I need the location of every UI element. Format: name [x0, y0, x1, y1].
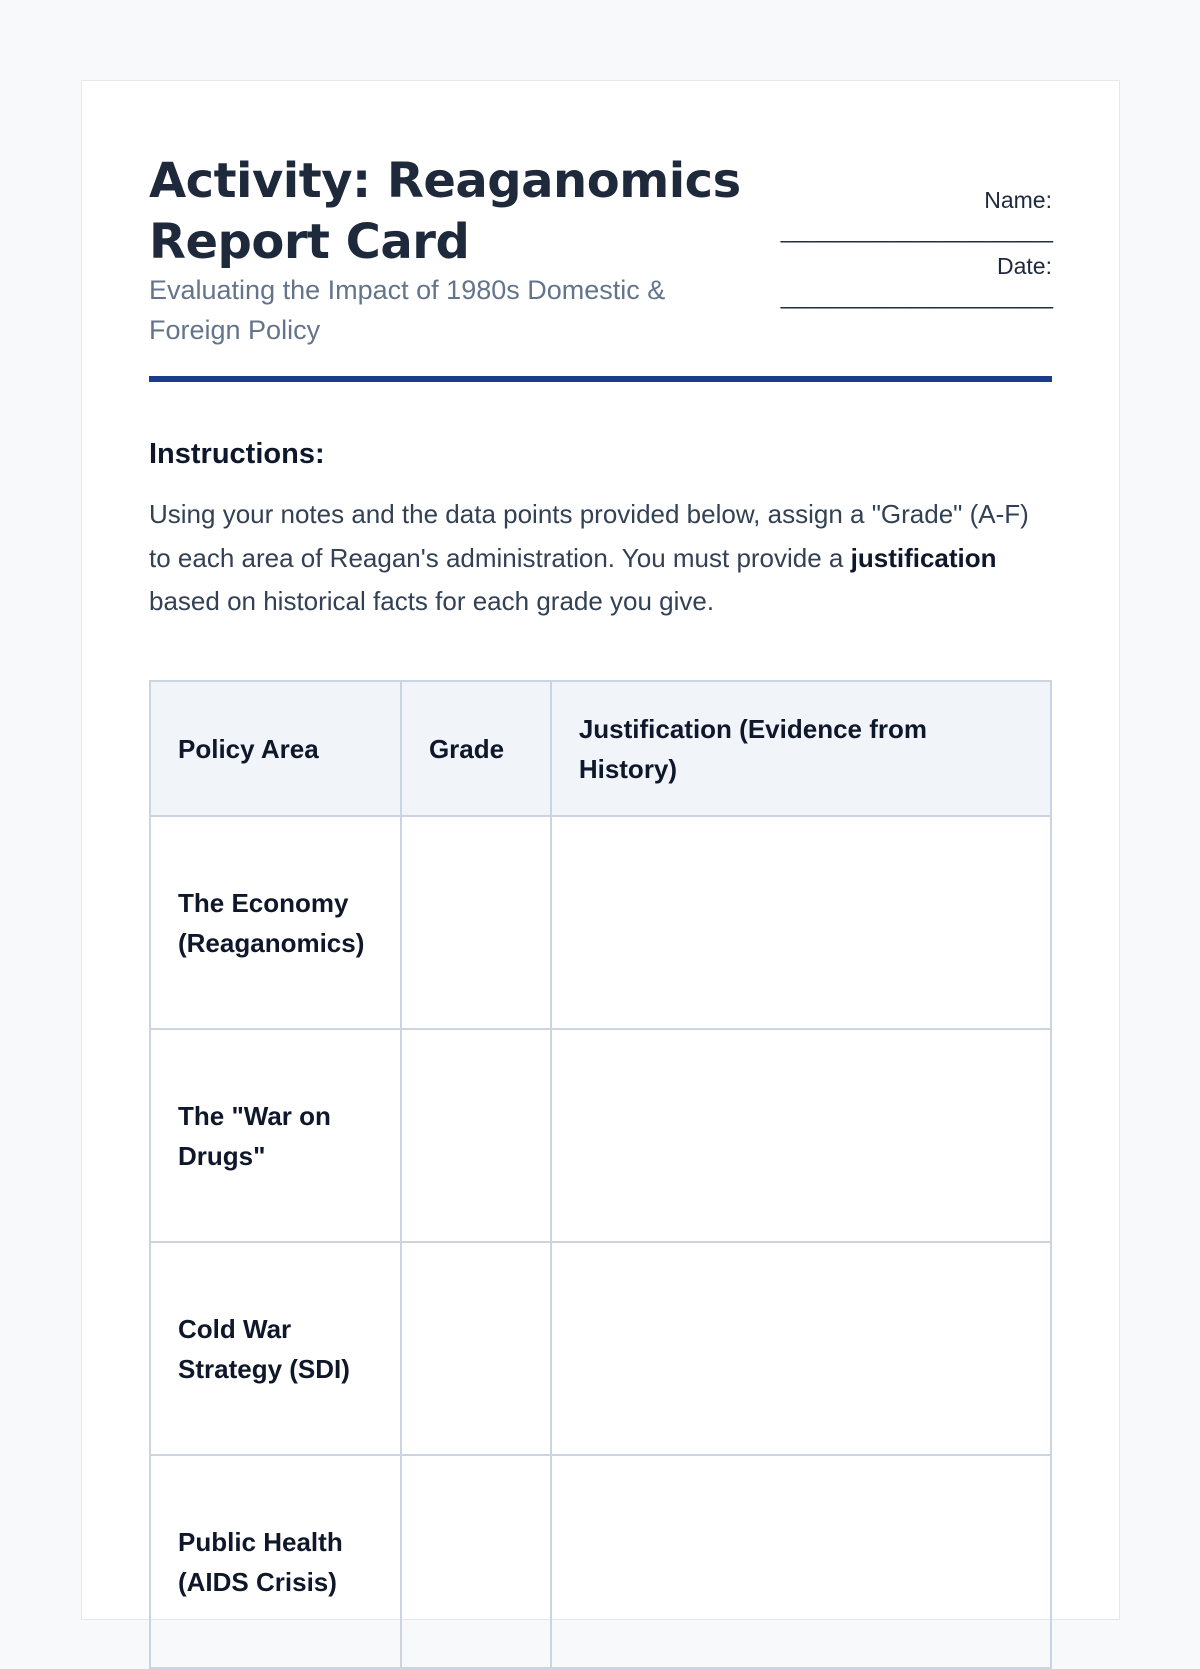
date-field[interactable] — [752, 249, 1052, 315]
worksheet-page — [81, 80, 1120, 1620]
header-divider — [149, 376, 1052, 382]
table-row — [150, 1029, 1051, 1242]
instructions-text-before: Using your notes and the data points provided below, assign a "Grade" (A-F) to each area of Reagan's administration. You must provide a — [149, 499, 1029, 573]
justification-cell[interactable] — [551, 1242, 1051, 1455]
student-info — [752, 183, 1052, 315]
grade-cell[interactable] — [401, 1029, 551, 1242]
instructions-emphasis: justification — [850, 542, 997, 573]
policy-area-cell: The "War on Drugs" — [150, 1029, 401, 1242]
justification-cell[interactable] — [551, 816, 1051, 1029]
justification-cell[interactable] — [551, 1029, 1051, 1242]
name-field[interactable] — [752, 183, 1052, 249]
table-header-row — [150, 681, 1051, 816]
grade-cell[interactable] — [401, 1455, 551, 1668]
report-card-table — [149, 680, 1052, 1669]
table-row — [150, 1455, 1051, 1668]
header-policy-area: Policy Area — [150, 681, 401, 816]
header-grade: Grade — [401, 681, 551, 816]
instructions-text — [149, 493, 1052, 624]
instructions-text-after: based on historical facts for each grade you give. — [149, 586, 715, 616]
grade-cell[interactable] — [401, 816, 551, 1029]
header-justification: Justification (Evidence from History) — [551, 681, 1051, 816]
date-label: Date: — [997, 253, 1052, 279]
page-subtitle: Evaluating the Impact of 1980s Domestic & Foreign Policy — [149, 275, 666, 345]
policy-area-cell: The Economy (Reaganomics) — [150, 816, 401, 1029]
page-title: Activity: Reaganomics Report Card — [149, 153, 741, 270]
policy-area-cell: Cold War Strategy (SDI) — [150, 1242, 401, 1455]
name-blank-line[interactable]: _______________________ — [780, 217, 1052, 243]
grade-cell[interactable] — [401, 1242, 551, 1455]
worksheet-header — [149, 151, 1052, 377]
instructions-heading: Instructions: — [149, 438, 325, 470]
table-row — [150, 1242, 1051, 1455]
policy-area-cell: Public Health (AIDS Crisis) — [150, 1455, 401, 1668]
date-blank-line[interactable]: _______________________ — [780, 283, 1052, 309]
name-label: Name: — [984, 187, 1052, 213]
table-row — [150, 816, 1051, 1029]
justification-cell[interactable] — [551, 1455, 1051, 1668]
